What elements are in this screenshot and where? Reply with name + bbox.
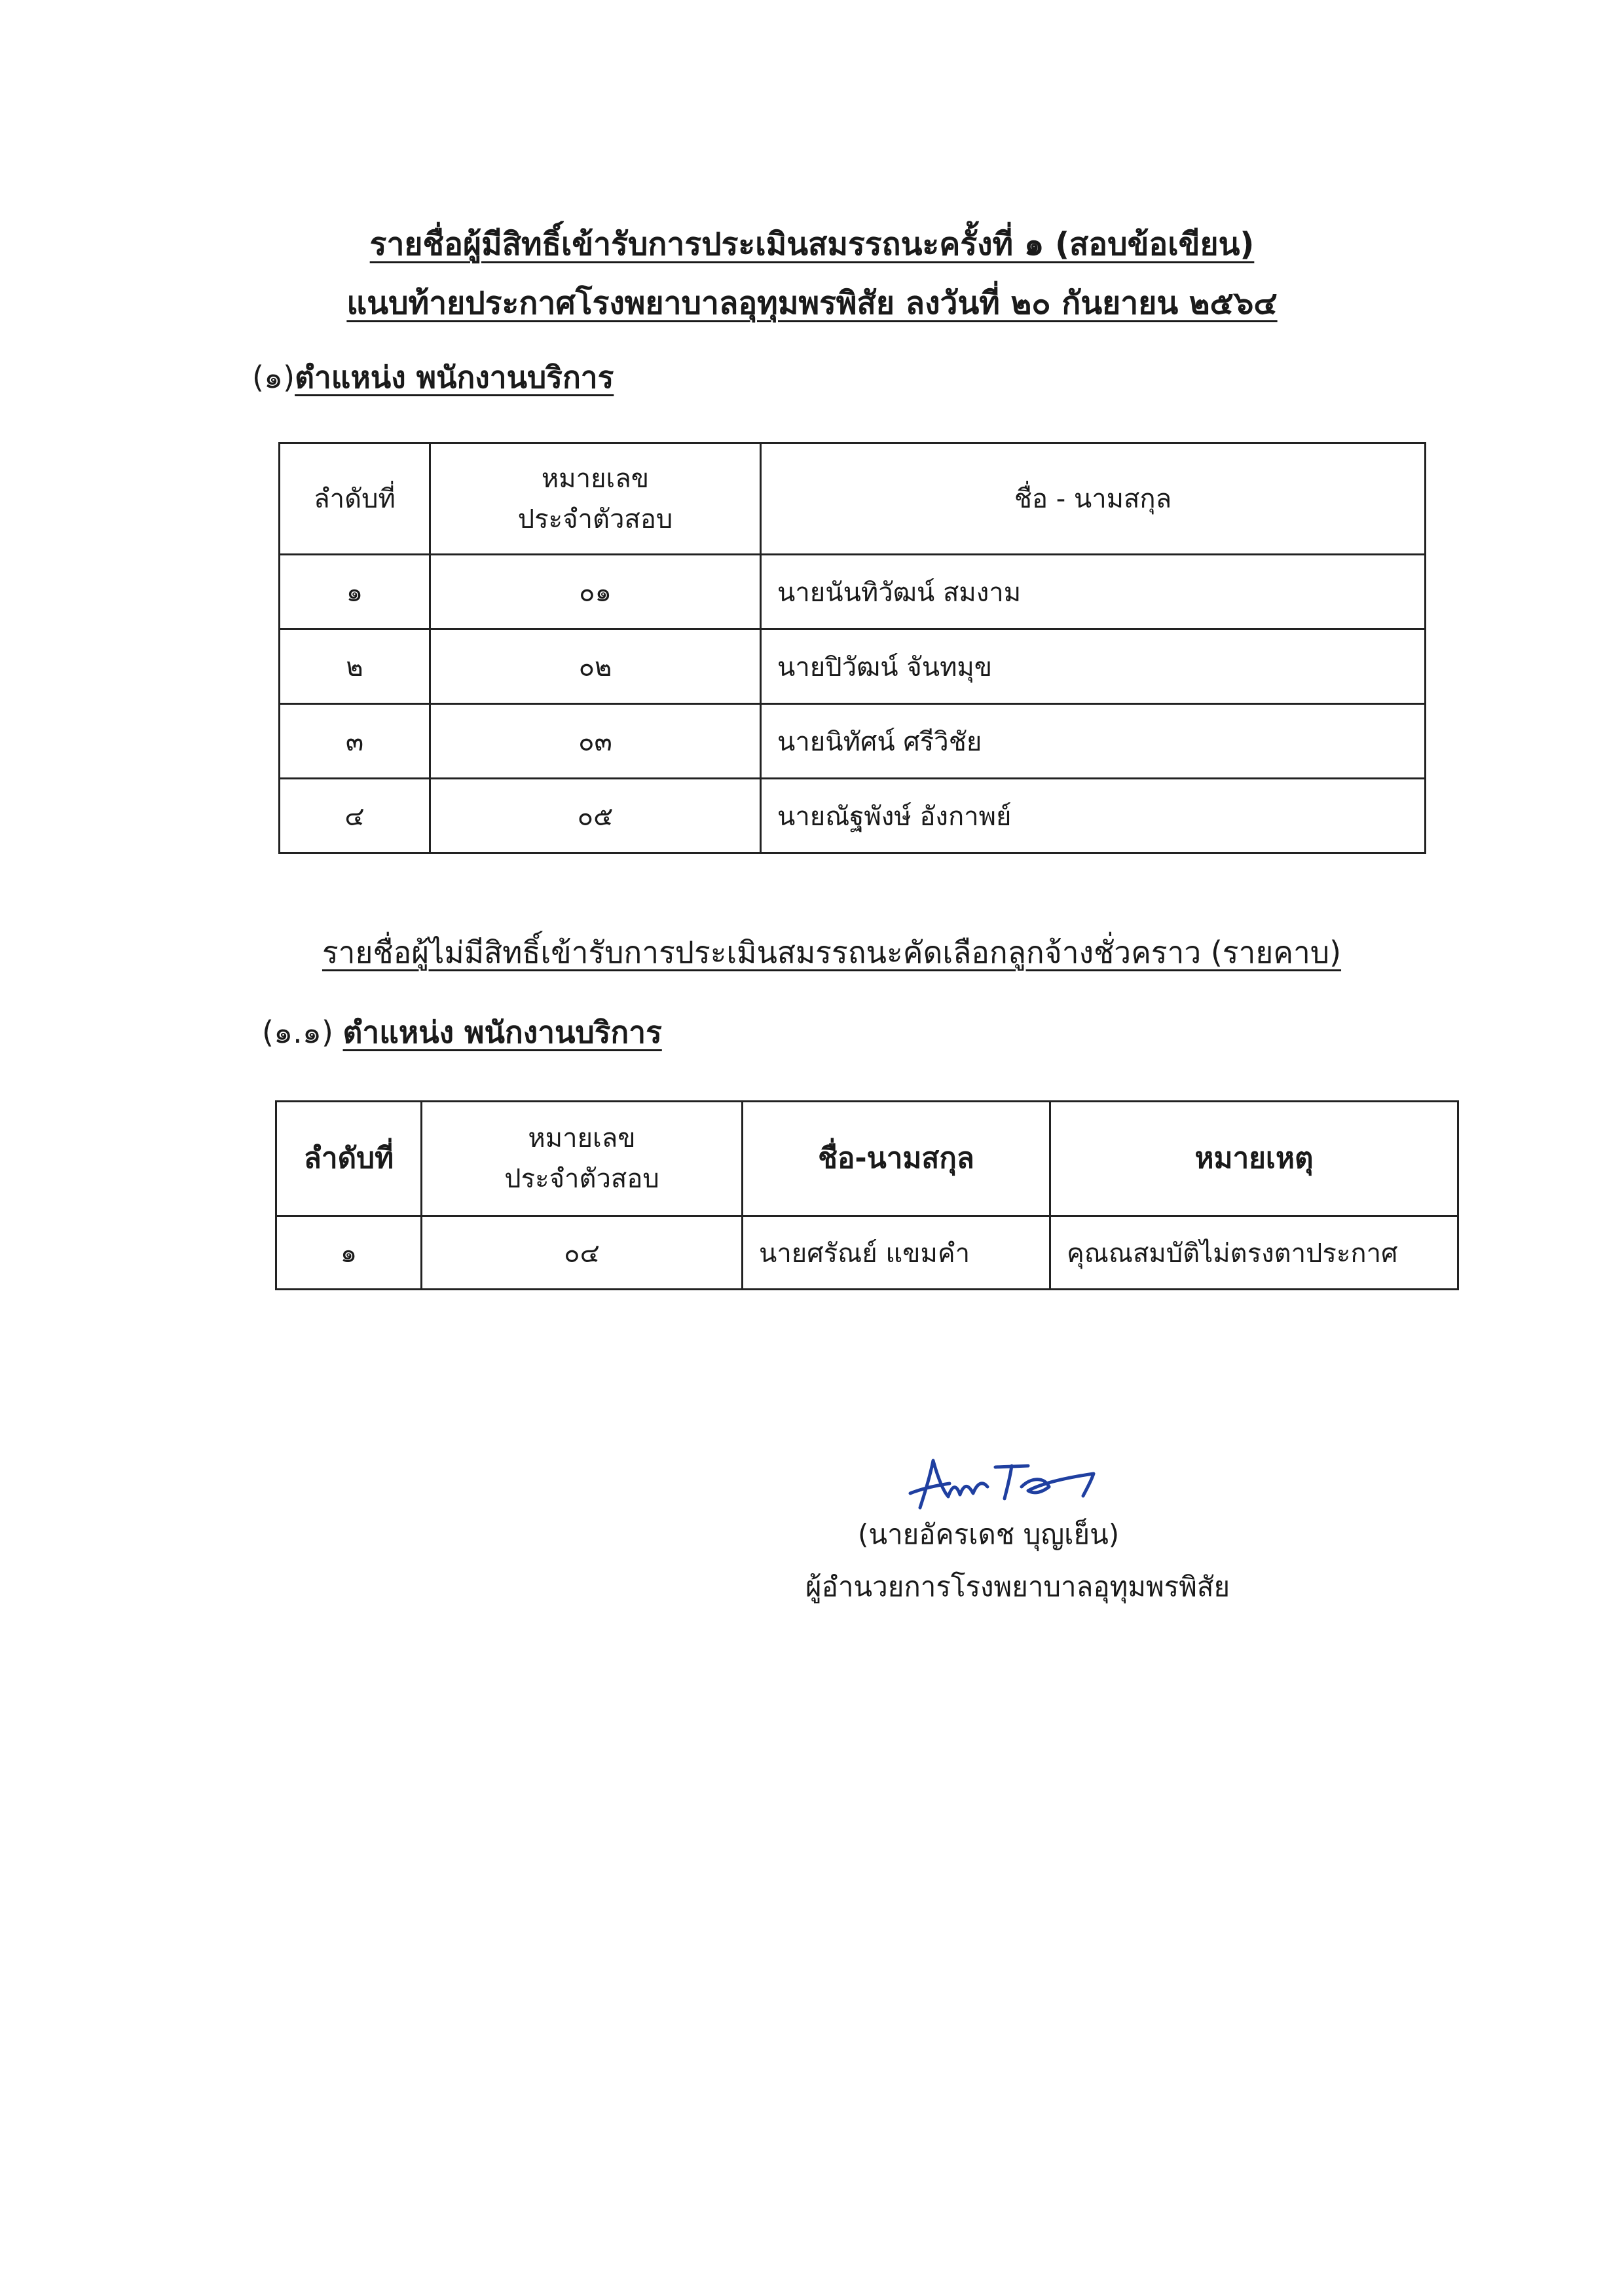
ineligible-table (275, 1100, 1459, 1290)
section1-number: (๑) (252, 360, 295, 395)
col-id-header-line1: หมายเลข (541, 463, 650, 494)
eligible-table (278, 442, 1426, 854)
table-row (280, 779, 1426, 853)
row-order: ๔ (280, 779, 430, 853)
row-name: นายนิทัศน์ ศรีวิชัย (761, 704, 1426, 779)
ineligible-title: รายชื่อผู้ไม่มีสิทธิ์เข้ารับการประเมินสมรรถนะคัดเลือกลูกจ้างชั่วคราว (รายคาบ) (322, 935, 1342, 970)
signatory-position: ผู้อำนวยการโรงพยาบาลอุทุมพรพิสัย (805, 1571, 1230, 1603)
table-header-row (280, 443, 1426, 555)
section1-label: ตำแหน่ง พนักงานบริการ (295, 360, 614, 395)
row-id: ๐๑ (430, 555, 761, 629)
row-id: ๐๓ (430, 704, 761, 779)
col-id-header (422, 1102, 743, 1216)
row-name: นายณัฐพังษ์ อังกาพย์ (761, 779, 1426, 853)
document-title-line2: แนบท้ายประกาศโรงพยาบาลอุทุมพรพิสัย ลงวันที่ ๒๐ กันยายน ๒๕๖๔ (346, 285, 1278, 322)
row-remark: คุณณสมบัติไม่ตรงตาประกาศ (1050, 1216, 1458, 1290)
col-order-header: ลำดับที่ (280, 443, 430, 555)
col-id-header-line2: ประจำตัวสอบ (517, 504, 673, 534)
row-order: ๑ (280, 555, 430, 629)
document-title-line1: รายชื่อผู้มีสิทธิ์เข้ารับการประเมินสมรรถนะครั้งที่ ๑ (สอบข้อเขียน) (369, 226, 1255, 263)
col-name-header: ชื่อ - นามสกุล (761, 443, 1426, 555)
col-id-header (430, 443, 761, 555)
col-order-header: ลำดับที่ (276, 1102, 422, 1216)
signature-stroke (910, 1461, 1094, 1508)
row-id: ๐๔ (422, 1216, 743, 1290)
table-row (276, 1216, 1458, 1290)
col-remark-header: หมายเหตุ (1050, 1102, 1458, 1216)
table-row (280, 555, 1426, 629)
row-name: นายนันทิวัฒน์ สมงาม (761, 555, 1426, 629)
row-order: ๓ (280, 704, 430, 779)
section2-number: (๑.๑) (262, 1015, 333, 1050)
signature-image (897, 1447, 1120, 1520)
table-header-row (276, 1102, 1458, 1216)
col-name-header: ชื่อ-นามสกุล (743, 1102, 1050, 1216)
row-id: ๐๕ (430, 779, 761, 853)
table-row (280, 629, 1426, 704)
row-name: นายปิวัฒน์ จันทมุข (761, 629, 1426, 704)
row-name: นายศรัณย์ แขมคำ (743, 1216, 1050, 1290)
row-id: ๐๒ (430, 629, 761, 704)
table-row (280, 704, 1426, 779)
col-id-header-line1: หมายเลข (528, 1123, 636, 1153)
row-order: ๑ (276, 1216, 422, 1290)
signatory-name: (นายอัครเดช บุญเย็น) (858, 1518, 1120, 1550)
section1-heading (252, 354, 614, 401)
section2-label: ตำแหน่ง พนักงานบริการ (342, 1015, 662, 1050)
row-order: ๒ (280, 629, 430, 704)
section2-heading (262, 1009, 662, 1056)
col-id-header-line2: ประจำตัวสอบ (504, 1164, 659, 1194)
